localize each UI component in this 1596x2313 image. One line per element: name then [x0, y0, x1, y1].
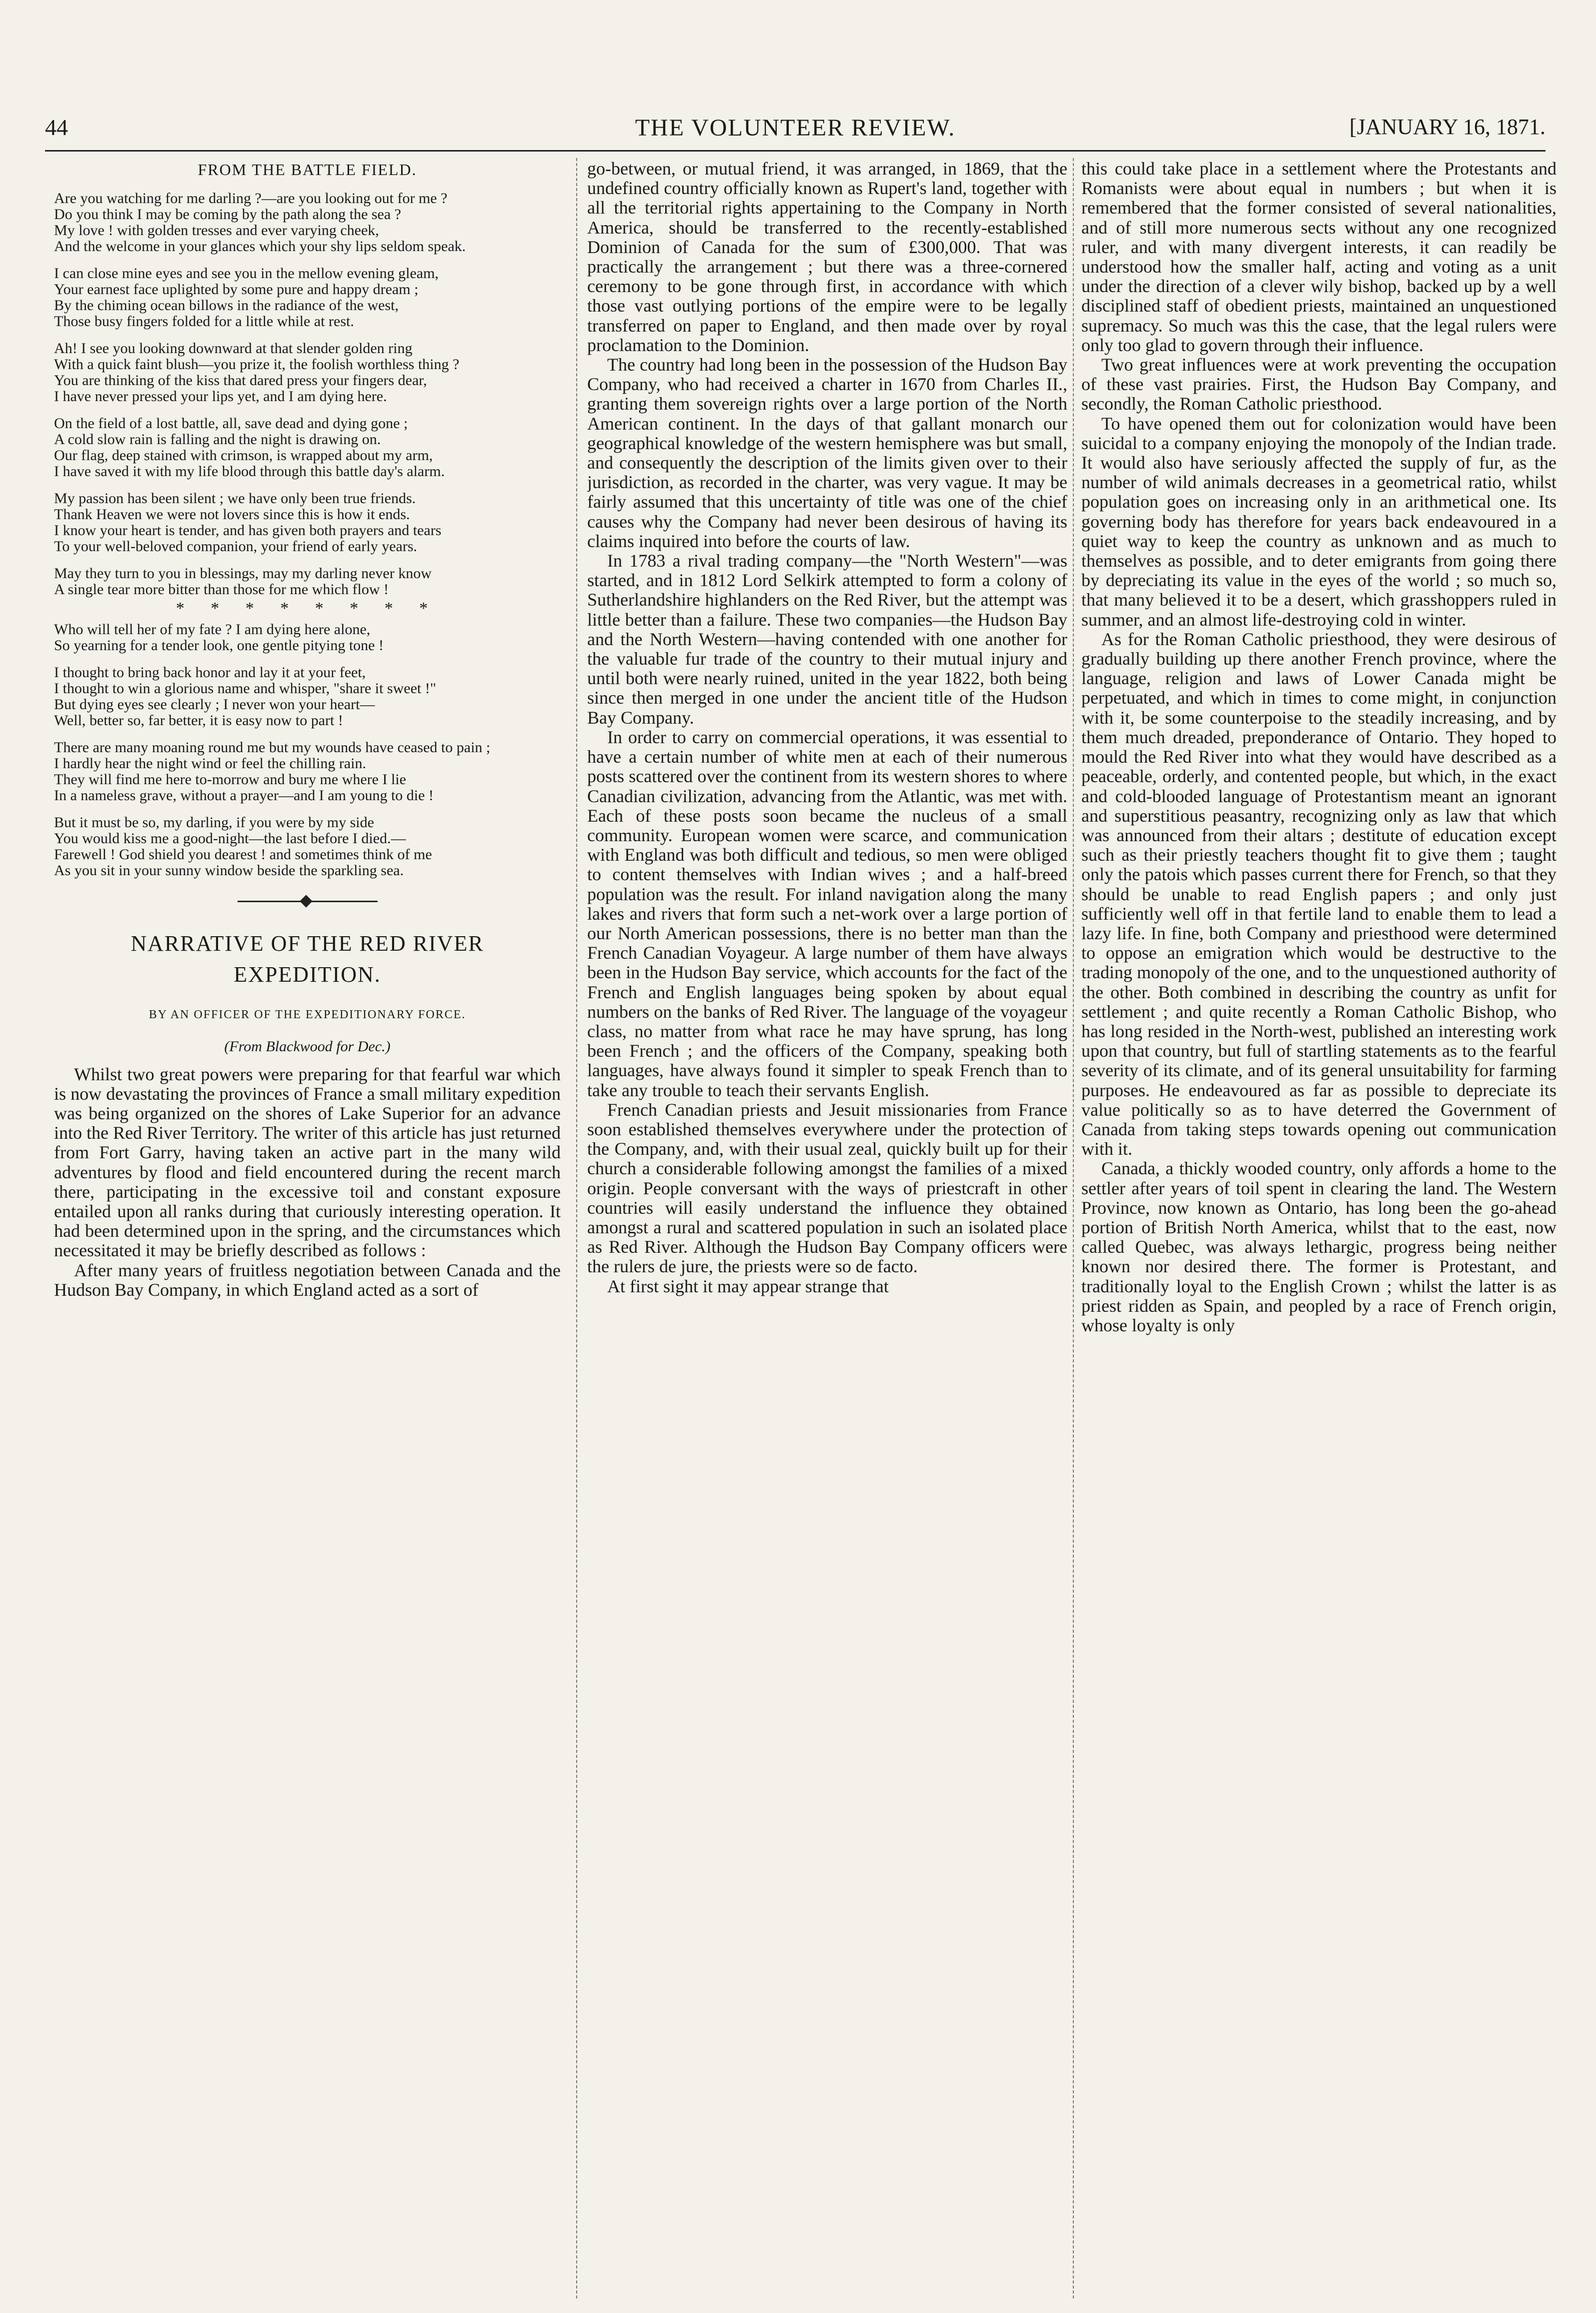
- poem-line: By the chiming ocean billows in the radiance of the west,: [54, 297, 399, 314]
- paragraph: In order to carry on commercial operations, it was essential to have a certain number of white men at each of their numerous posts scattered over the continent from its western shores to where Canadian civilization, advancing from the Atlantic, was met with. Each of these posts soon became the nucleus of a small community. European women were scarce, and communication with England was both difficult and tedious, so men were obliged to content themselves with Indian wives ; and a half-breed population was the result. For inland navigation along the many lakes and rivers that form such a net-work over a large portion of our North American possessions, there is no better man than the French Canadian Voyageur. A large number of them have always been in the Hudson Bay service, which accounts for the fact of the French and English languages being spoken by about equal numbers on the banks of Red River. The language of the voyageur class, no matter from what race he may have sprung, has long been French ; and the officers of the Company, speaking both languages, have always found it simpler to speak French than to take any trouble to teach their servants English.: [587, 727, 1067, 1100]
- issue-date: [JANUARY 16, 1871.: [1349, 115, 1545, 139]
- poem-stanza: [54, 191, 561, 255]
- article-title-line: NARRATIVE OF THE RED RIVER: [131, 931, 484, 956]
- section-ornament: [238, 901, 378, 902]
- poem-line: Who will tell her of my fate ? I am dying here alone,: [54, 621, 371, 638]
- poem-line: There are many moaning round me but my wounds have ceased to pain ;: [54, 739, 491, 756]
- poem-stanza: [54, 416, 561, 480]
- paragraph: To have opened them out for colonization would have been suicidal to a company enjoying the monopoly of the Indian trade. It would also have seriously affected the supply of fur, as the number of wild animals decreases in a geometrical ratio, whilst population goes on increasing only in an arithmetical one. Its governing body has therefore for years back endeavoured in a quiet way to keep the country as unknown and as much to themselves as possible, and to deter emigrants from going there by depreciating its value in the eyes of the world ; so much so, that many believed it to be a desert, which grasshoppers ruled in summer, and an almost life-destroying cold in winter.: [1081, 413, 1556, 630]
- poem-stanza: [54, 341, 561, 405]
- poem-stanza: [54, 740, 561, 804]
- article-source: (From Blackwood for Dec.): [224, 1038, 391, 1055]
- poem-line: Ah! I see you looking downward at that slender golden ring: [54, 340, 413, 357]
- poem-line: I have never pressed your lips yet, and I am dying here.: [54, 388, 387, 405]
- poem-line: To your well-beloved companion, your friend of early years.: [54, 538, 417, 555]
- paragraph: go-between, or mutual friend, it was arranged, in 1869, that the undefined country officially known as Rupert's land, together with all the territorial rights appertaining to the Company in North America, should be transferred to the recently-established Dominion of Canada for the sum of £300,000. That was practically the arrangement ; but there was a three-cornered ceremony to be gone through first, in accordance with which those vast outlying portions of the empire were to be legally transferred on paper to England, and then made over by royal proclamation to the Dominion.: [587, 159, 1067, 355]
- poem-line: I thought to bring back honor and lay it at your feet,: [54, 664, 366, 681]
- page-number: 44: [45, 115, 68, 140]
- poem-title: FROM THE BATTLE FIELD.: [198, 161, 417, 179]
- poem-line: I can close mine eyes and see you in the mellow evening gleam,: [54, 265, 439, 282]
- poem-line: And the welcome in your glances which your shy lips seldom speak.: [54, 238, 466, 255]
- asterism-divider: * * * * * * * *: [176, 599, 439, 618]
- paragraph: Two great influences were at work preventing the occupation of these vast prairies. First, the Hudson Bay Company, and secondly, the Roman Catholic priesthood.: [1081, 355, 1556, 414]
- paragraph: this could take place in a settlement where the Protestants and Romanists were about equal in numbers ; but when it is remembered that the former consisted of several nationalities, and of still more numerous sects without any one recognized ruler, and with many divergent interests, it can readily be understood how the smaller half, acting and voting as a unit under the direction of a clever wily bishop, backed up by a well disciplined staff of obedient priests, maintained an unquestioned supremacy. So much was this the case, that the legal rulers were only too glad to govern through their influence.: [1081, 159, 1556, 355]
- poem-line: On the field of a lost battle, all, save dead and dying gone ;: [54, 415, 408, 432]
- poem-line: They will find me here to-morrow and bury me where I lie: [54, 771, 406, 788]
- poem-line: I have saved it with my life blood through this battle day's alarm.: [54, 463, 445, 480]
- poem-line: But it must be so, my darling, if you were by my side: [54, 814, 374, 831]
- poem-line: Well, better so, far better, it is easy now to part !: [54, 712, 343, 729]
- poem-line: As you sit in your sunny window beside the sparkling sea.: [54, 862, 404, 879]
- poem-stanza: [54, 665, 561, 729]
- column-divider: [1073, 158, 1074, 2298]
- paragraph: Canada, a thickly wooded country, only affords a home to the settler after years of toil spent in clearing the land. The Western Province, now known as Ontario, has long been the go-ahead portion of British North America, whilst that to the east, now called Quebec, was always lethargic, progress being neither known nor desired there. The former is Protestant, and traditionally loyal to the English Crown ; whilst the latter is as priest ridden as Spain, and peopled by a race of French origin, whose loyalty is only: [1081, 1158, 1556, 1335]
- paragraph: Whilst two great powers were preparing for that fearful war which is now devastating the provinces of France a small military expedition was being organized on the shores of Lake Superior for an advance into the Red River Territory. The writer of this article has just returned from Fort Garry, having taken an active part in the many wild adventures by flood and field encountered during the recent march there, participating in the excessive toil and constant exposure entailed upon all ranks during that curiously interesting operation. It had been determined upon in the spring, and the circumstances which necessitated it may be briefly described as follows :: [54, 1064, 561, 1261]
- poem-line: Are you watching for me darling ?—are you looking out for me ?: [54, 190, 448, 207]
- poem-line: My love ! with golden tresses and ever varying cheek,: [54, 222, 379, 239]
- header-rule: [45, 150, 1545, 152]
- article-byline: BY AN OFFICER OF THE EXPEDITIONARY FORCE.: [149, 1008, 466, 1022]
- paragraph: In 1783 a rival trading company—the "North Western"—was started, and in 1812 Lord Selkirk attempted to form a colony of Sutherlandshire highlanders on the Red River, but the attempt was little better than a failure. These two companies—the Hudson Bay and the North Western—having contended with one another for the valuable fur trade of the country to their mutual injury and until both were nearly ruined, united in the year 1822, both being since then merged in one under the ancient title of the Hudson Bay Company.: [587, 551, 1067, 728]
- publication-title: THE VOLUNTEER REVIEW.: [635, 115, 956, 141]
- poem-line: With a quick faint blush—you prize it, the foolish worthless thing ?: [54, 356, 460, 373]
- poem-line: I know your heart is tender, and has given both prayers and tears: [54, 522, 442, 539]
- poem-line: Our flag, deep stained with crimson, is wrapped about my arm,: [54, 447, 433, 464]
- paragraph: The country had long been in the possession of the Hudson Bay Company, who had received a charter in 1670 from Charles II., granting them sovereign rights over a large portion of the North American continent. In the days of that gallant monarch our geographical knowledge of the western hemisphere was but small, and consequently the description of the limits given over to their jurisdiction, as recorded in the charter, was very vague. It may be fairly assumed that this uncertainty of title was one of the chief causes why the Company had never been desirous of having its claims inquired into before the courts of law.: [587, 355, 1067, 551]
- column-3: [1081, 159, 1556, 2289]
- poem-stanza: [54, 622, 561, 654]
- article-title: [54, 928, 561, 990]
- poem-line: Farewell ! God shield you dearest ! and sometimes think of me: [54, 846, 432, 863]
- poem-stanza: [54, 266, 561, 330]
- poem-line: I hardly hear the night wind or feel the chilling rain.: [54, 755, 366, 772]
- paragraph: French Canadian priests and Jesuit missionaries from France soon established themselves everywhere under the protection of the Company, and, with their usual zeal, quickly built up for their church a considerable following amongst the families of a mixed origin. People conversant with the ways of priestcraft in other countries will easily understand the influence they obtained amongst a rural and scattered population in such an isolated place as Red River. Although the Hudson Bay Company officers were the rulers de jure, the priests were so de facto.: [587, 1099, 1067, 1277]
- poem-line: May they turn to you in blessings, may my darling never know: [54, 565, 432, 582]
- poem-line: Those busy fingers folded for a little while at rest.: [54, 313, 354, 330]
- poem-line: You are thinking of the kiss that dared press your fingers dear,: [54, 372, 427, 389]
- paragraph: After many years of fruitless negotiation between Canada and the Hudson Bay Company, in which England acted as a sort of: [54, 1260, 561, 1300]
- poem: [54, 191, 561, 879]
- poem-line: I thought to win a glorious name and whisper, "share it sweet !": [54, 680, 436, 697]
- poem-line: But dying eyes see clearly ; I never won your heart—: [54, 696, 375, 713]
- poem-line: A single tear more bitter than those for me which flow !: [54, 581, 389, 598]
- article-title-line: EXPEDITION.: [234, 962, 381, 987]
- poem-line: So yearning for a tender look, one gentle pitying tone !: [54, 637, 384, 654]
- poem-line: Your earnest face uplighted by some pure and happy dream ;: [54, 281, 419, 298]
- article-body-col1: [54, 1065, 561, 1300]
- poem-stanza: [54, 815, 561, 879]
- poem-stanza: [54, 491, 561, 555]
- paragraph: At first sight it may appear strange that: [607, 1276, 889, 1296]
- column-2: [587, 159, 1067, 2289]
- column-divider: [576, 158, 577, 2298]
- column-1: [54, 159, 561, 2289]
- poem-line: A cold slow rain is falling and the night is drawing on.: [54, 431, 381, 448]
- poem-line: You would kiss me a good-night—the last before I died.—: [54, 830, 406, 847]
- page-header: [45, 114, 1545, 144]
- paragraph: As for the Roman Catholic priesthood, they were desirous of gradually building up there another French province, where the language, religion and laws of Lower Canada might be perpetuated, and which in times to come might, in conjunction with it, be some counterpoise to the steadily increasing, and by them much dreaded, preponderance of Ontario. They hoped to mould the Red River into what they would have described as a peaceable, orderly, and contented people, but which, in the exact and cold-blooded language of Protestantism meant an ignorant and superstitious peasantry, recognizing only as law that which was announced from their altars ; destitute of education except such as their priestly teachers thought fit to give them ; taught only the patois which passes current there for French, so that they should be unable to read English papers ; and only just sufficiently well off in that fertile land to enable them to lead a lazy life. In fine, both Company and priesthood were determined to oppose an emigration which would be destructive to the trading monopoly of the one, and to the unquestioned authority of the other. Both combined in describing the country as unfit for settlement ; and quite recently a Roman Catholic Bishop, who has long resided in the North-west, published an interesting work upon that country, but full of startling statements as to the fearful severity of its climate, and of its general unsuitability for farming purposes. He endeavoured as far as possible to depreciate its value politically so as to have deterred the Government of Canada from taking steps towards opening out communication with it.: [1081, 629, 1556, 1159]
- poem-line: In a nameless grave, without a prayer—and I am young to die !: [54, 787, 434, 804]
- poem-line: Thank Heaven we were not lovers since this is how it ends.: [54, 506, 410, 523]
- poem-line: Do you think I may be coming by the path along the sea ?: [54, 206, 401, 223]
- poem-line: My passion has been silent ; we have only been true friends.: [54, 490, 416, 507]
- poem-stanza: [54, 566, 561, 598]
